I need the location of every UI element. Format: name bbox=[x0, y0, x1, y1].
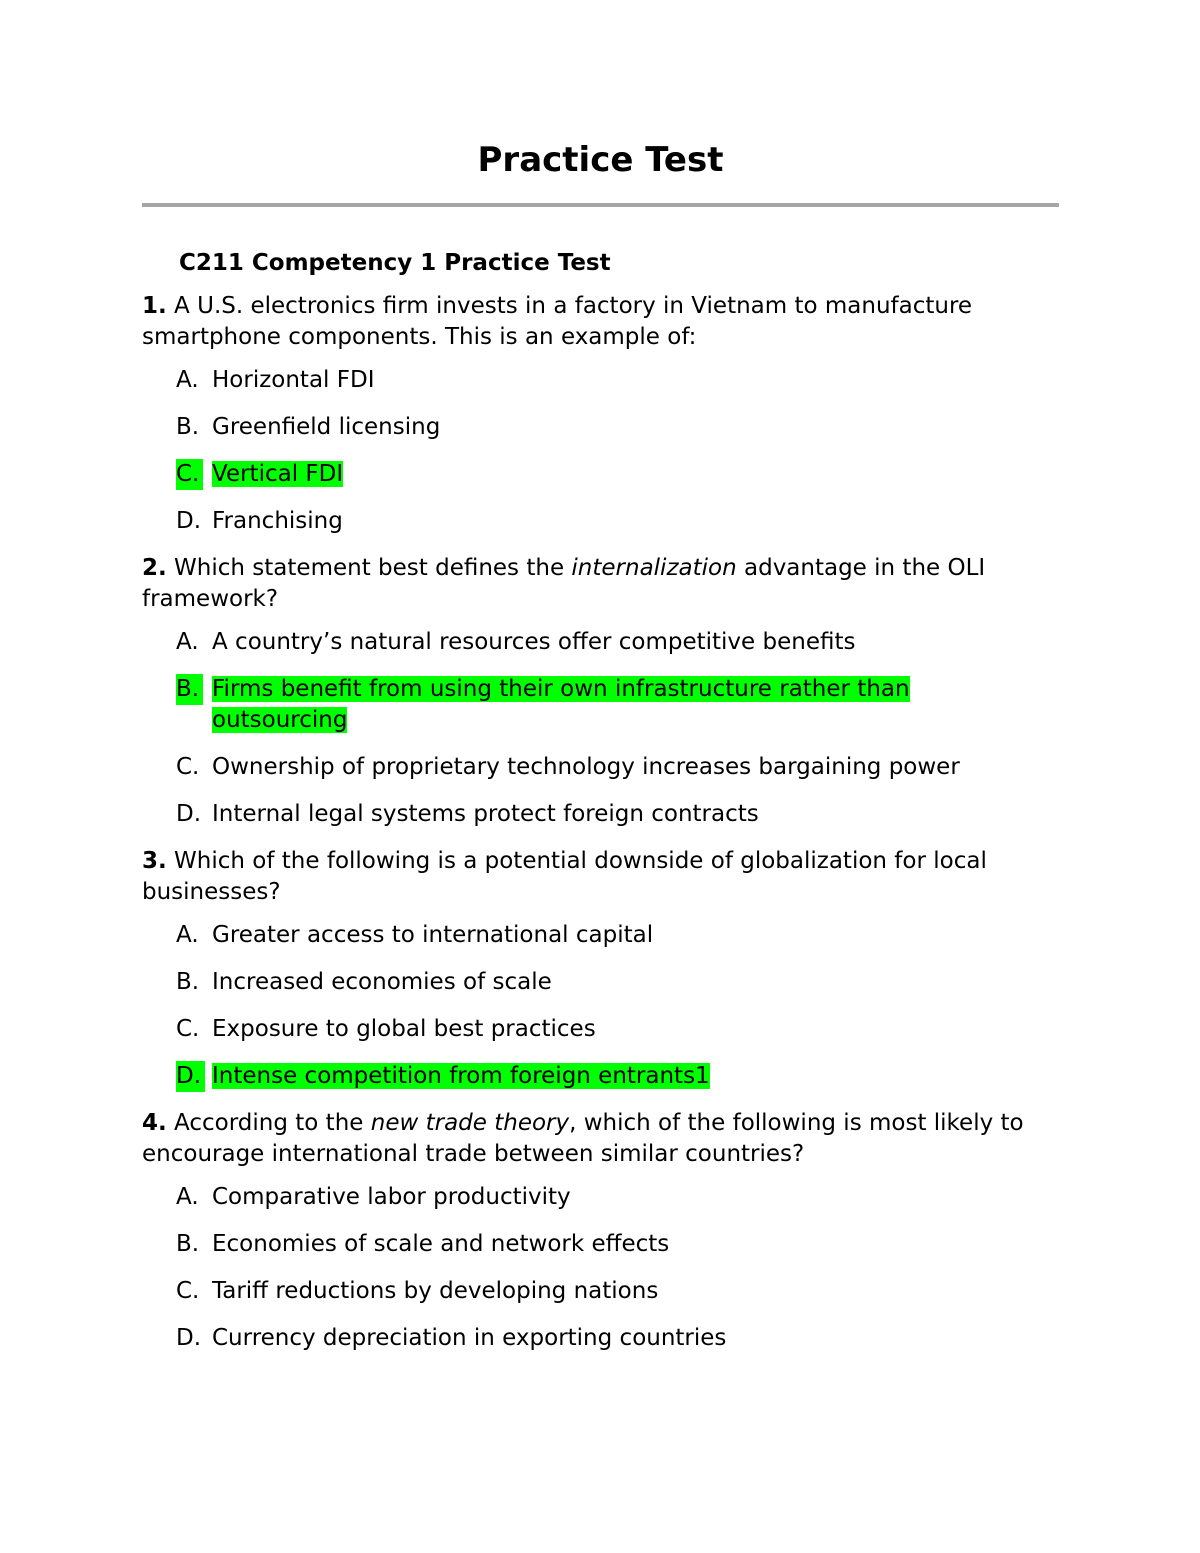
question-emphasis: internalization bbox=[571, 555, 737, 581]
option-letter: C. bbox=[176, 1016, 200, 1042]
question-prompt: A U.S. electronics firm invests in a factory in Vietnam to manufacture smartphone components. This is an example of: bbox=[142, 293, 973, 350]
option-text: Greater access to international capital bbox=[212, 922, 654, 948]
option-letter: A. bbox=[176, 1184, 199, 1210]
question-text bbox=[142, 291, 1059, 353]
test-subtitle: C211 Competency 1 Practice Test bbox=[179, 250, 611, 276]
answer-options bbox=[142, 365, 1059, 537]
option-text: Greenfield licensing bbox=[212, 414, 441, 440]
option-text: A country’s natural resources offer competitive benefits bbox=[212, 629, 856, 655]
answer-option bbox=[142, 627, 1059, 658]
document-body bbox=[142, 248, 1059, 1370]
question-prompt-end: advantage in the OLI framework? bbox=[142, 555, 986, 612]
option-letter: C. bbox=[176, 754, 200, 780]
option-letter: A. bbox=[176, 367, 199, 393]
option-text: Exposure to global best practices bbox=[212, 1016, 596, 1042]
option-letter: B. bbox=[176, 969, 200, 995]
page-title: Practice Test bbox=[477, 140, 724, 180]
question-block bbox=[142, 553, 1059, 830]
option-letter: D. bbox=[176, 801, 202, 827]
answer-option bbox=[142, 1323, 1059, 1354]
option-letter: B. bbox=[176, 1231, 200, 1257]
option-text: Internal legal systems protect foreign contracts bbox=[212, 801, 759, 827]
option-text: Franchising bbox=[212, 508, 343, 534]
answer-option-highlighted bbox=[142, 1061, 1059, 1092]
option-text: Vertical FDI bbox=[212, 461, 344, 487]
option-letter: B. bbox=[176, 674, 203, 705]
question-text bbox=[142, 1108, 1059, 1170]
answer-options bbox=[142, 1182, 1059, 1354]
question-emphasis: new trade theory bbox=[370, 1110, 570, 1136]
question-text bbox=[142, 846, 1059, 908]
answer-options bbox=[142, 920, 1059, 1092]
answer-option bbox=[142, 1276, 1059, 1307]
question-block bbox=[142, 846, 1059, 1092]
question-prompt: Which of the following is a potential downside of globalization for local businesses? bbox=[142, 848, 987, 905]
option-text: Comparative labor productivity bbox=[212, 1184, 571, 1210]
answer-option bbox=[142, 365, 1059, 396]
answer-option bbox=[142, 412, 1059, 443]
answer-option-highlighted bbox=[142, 674, 1059, 736]
option-letter: A. bbox=[176, 922, 199, 948]
question-text bbox=[142, 553, 1059, 615]
option-text: Increased economies of scale bbox=[212, 969, 552, 995]
answer-option bbox=[142, 920, 1059, 951]
question-number: 4. bbox=[142, 1110, 167, 1136]
option-text: Tariff reductions by developing nations bbox=[212, 1278, 659, 1304]
option-text: Ownership of proprietary technology increases bargaining power bbox=[212, 754, 960, 780]
answer-option bbox=[142, 752, 1059, 783]
question-block bbox=[142, 1108, 1059, 1354]
option-letter: A. bbox=[176, 629, 199, 655]
question-prompt-start: According to the bbox=[166, 1110, 371, 1136]
answer-option bbox=[142, 967, 1059, 998]
option-letter: C. bbox=[176, 1278, 200, 1304]
option-letter: C. bbox=[176, 459, 203, 490]
option-text: Firms benefit from using their own infrastructure rather than outsourcing bbox=[212, 676, 910, 733]
option-letter: B. bbox=[176, 414, 200, 440]
option-text: Economies of scale and network effects bbox=[212, 1231, 670, 1257]
question-prompt-end: , which of the following is most likely to encourage international trade between similar countries? bbox=[142, 1110, 1024, 1167]
answer-option-highlighted bbox=[142, 459, 1059, 490]
answer-option bbox=[142, 506, 1059, 537]
question-prompt-start: Which statement best defines the bbox=[166, 555, 572, 581]
option-letter: D. bbox=[176, 1061, 205, 1092]
question-block bbox=[142, 291, 1059, 537]
answer-option bbox=[142, 799, 1059, 830]
question-number: 2. bbox=[142, 555, 167, 581]
option-text: Horizontal FDI bbox=[212, 367, 375, 393]
option-text: Intense competition from foreign entrants1 bbox=[212, 1063, 710, 1089]
option-text: Currency depreciation in exporting countries bbox=[212, 1325, 727, 1351]
answer-options bbox=[142, 627, 1059, 830]
answer-option bbox=[142, 1014, 1059, 1045]
answer-option bbox=[142, 1182, 1059, 1213]
answer-option bbox=[142, 1229, 1059, 1260]
question-number: 1. bbox=[142, 293, 167, 319]
question-number: 3. bbox=[142, 848, 167, 874]
option-letter: D. bbox=[176, 508, 202, 534]
option-letter: D. bbox=[176, 1325, 202, 1351]
title-divider bbox=[142, 203, 1059, 207]
